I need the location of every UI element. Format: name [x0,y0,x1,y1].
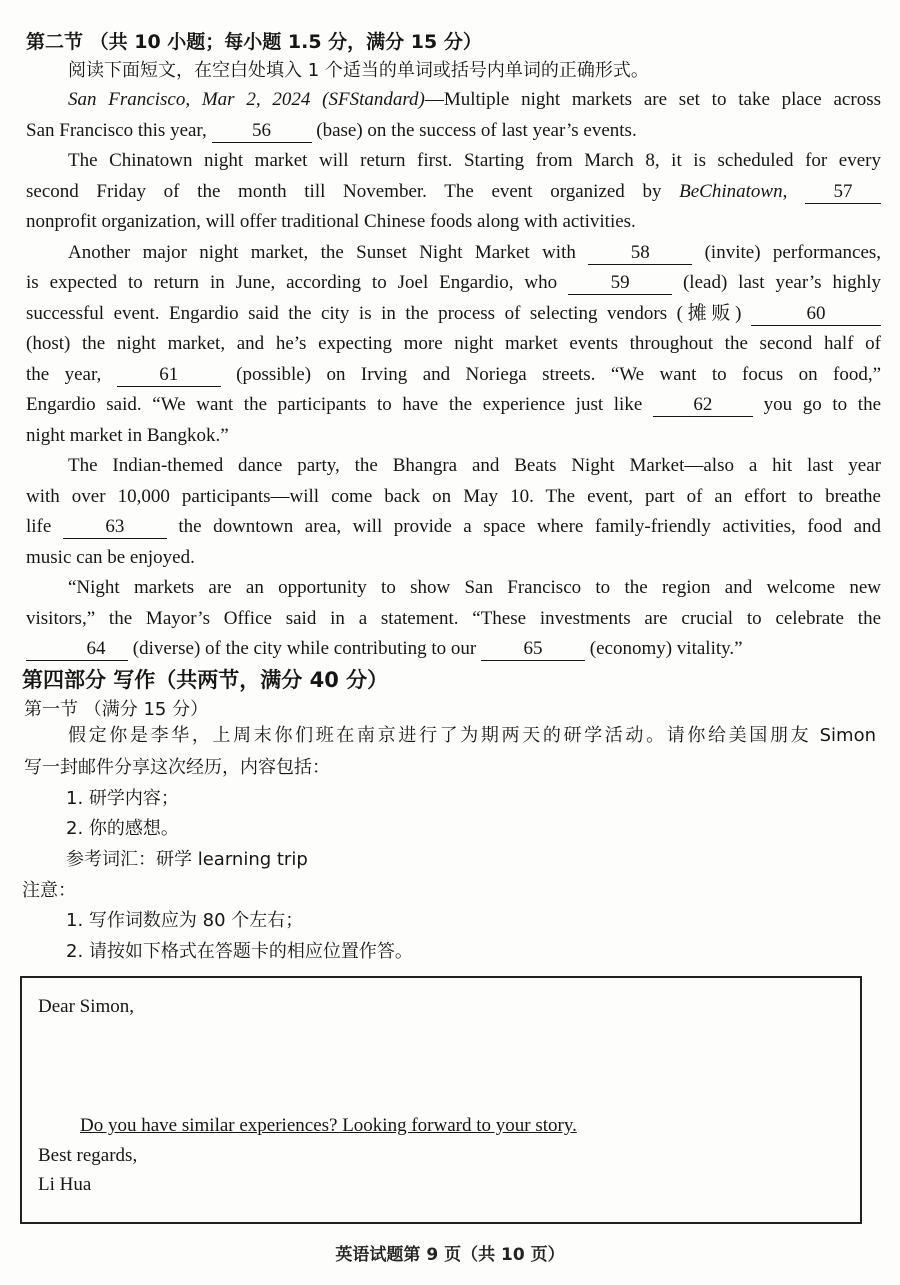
passage-text: Engardio said. “We want the participants to have the experience just like [26,394,643,415]
passage-text: Another major night market, the Sunset Night Market with [68,242,576,263]
passage-text: , [782,181,788,202]
passage-line-17: “Night markets are an opportunity to show San Francisco to the region and welcome new [68,577,881,598]
passage-line-13: The Indian-themed dance party, the Bhangra and Beats Night Market—also a hit last year [68,455,881,476]
passage-line-1 [68,85,881,115]
answer-blank-59[interactable]: 59 [568,272,672,295]
passage-line-18: visitors,” the Mayor’s Office said in a statement. “These investments are crucial to celebrate the [26,608,881,629]
passage-text: (base) on the success of last year’s events. [316,120,637,141]
letter-closing-line: Do you have similar experiences? Looking forward to your story. [80,1115,577,1136]
passage-line-14: with over 10,000 participants—will come back on May 10. The event, part of an effort to breathe [26,486,881,507]
passage-line-9: (host) the night market, and he’s expecting more night market events throughout the second half of [26,333,881,354]
note-item-2: 2. 请按如下格式在答题卡的相应位置作答。 [66,941,413,962]
vocab-hint: 参考词汇：研学 learning trip [66,849,308,870]
part-title: 第四部分 写作（共两节，满分 40 分） [22,668,389,692]
answer-blank-60[interactable]: 60 [751,303,881,326]
passage-text: (economy) vitality.” [589,638,743,659]
passage-text: you go to the [763,394,882,415]
subsection-title: 第一节 （满分 15 分） [24,699,209,720]
writing-prompt-line-1: 假定你是李华，上周末你们班在南京进行了为期两天的研学活动。请你给美国朋友 Simon [68,725,876,746]
passage-text: life [26,516,52,537]
passage-text: —Multiple night markets are set to take place across [424,89,881,110]
passage-line-3: The Chinatown night market will return first. Starting from March 8, it is scheduled for every [68,150,881,171]
note-item-1: 1. 写作词数应为 80 个左右； [66,910,304,931]
passage-line-6 [68,238,881,268]
passage-text: is expected to return in June, according to Joel Engardio, who [26,272,558,293]
passage-text: (diverse) of the city while contributing to our [132,638,477,659]
organizer-name: BeChinatown [679,181,783,202]
section-title: 第二节 （共 10 小题；每小题 1.5 分，满分 15 分） [26,31,482,53]
passage-line-4 [26,177,881,207]
section-instruction: 阅读下面短文，在空白处填入 1 个适当的单词或括号内单词的正确形式。 [68,60,649,81]
passage-text: (lead) last year’s highly [682,272,881,293]
page-footer: 英语试题第 9 页（共 10 页） [335,1245,565,1265]
letter-sign-off: Best regards, [38,1145,138,1166]
passage-line-11 [26,390,881,420]
passage-text: (invite) performances, [704,242,882,263]
passage-line-7 [26,268,881,298]
answer-blank-62[interactable]: 62 [653,394,753,417]
dateline: San Francisco, Mar 2, 2024 (SFStandard) [68,89,425,110]
passage-line-5: nonprofit organization, will offer traditional Chinese foods along with activities. [26,211,636,232]
passage-text: successful event. Engardio said the city is in the process of selecting vendors (摊贩) [26,303,742,324]
answer-blank-61[interactable]: 61 [117,364,221,387]
passage-line-19 [26,634,743,664]
passage-line-16: music can be enjoyed. [26,547,195,568]
passage-text: second Friday of the month till November. The event organized by [26,181,662,202]
passage-line-12: night market in Bangkok.” [26,425,229,446]
passage-text: San Francisco this year, [26,120,207,141]
passage-text: the year, [26,364,102,385]
passage-line-15 [26,512,881,542]
letter-answer-box[interactable] [20,976,862,1224]
passage-text: the downtown area, will provide a space where family-friendly activities, food and [178,516,882,537]
letter-greeting: Dear Simon, [38,996,135,1017]
letter-signature-name: Li Hua [38,1174,92,1195]
passage-line-10 [26,360,881,390]
writing-item-2: 2. 你的感想。 [66,818,179,839]
answer-blank-63[interactable]: 63 [63,516,167,539]
note-label: 注意： [22,880,76,901]
passage-line-8 [26,299,881,329]
answer-blank-57[interactable]: 57 [805,181,881,204]
writing-prompt-line-2: 写一封邮件分享这次经历，内容包括： [24,757,330,778]
writing-item-1: 1. 研学内容； [66,788,179,809]
answer-blank-64[interactable]: 64 [26,638,128,661]
passage-line-2 [26,116,637,146]
answer-blank-65[interactable]: 65 [481,638,585,661]
answer-blank-58[interactable]: 58 [588,242,692,265]
answer-blank-56[interactable]: 56 [212,120,312,143]
passage-text: (possible) on Irving and Noriega streets. “We want to focus on food,” [236,364,882,385]
